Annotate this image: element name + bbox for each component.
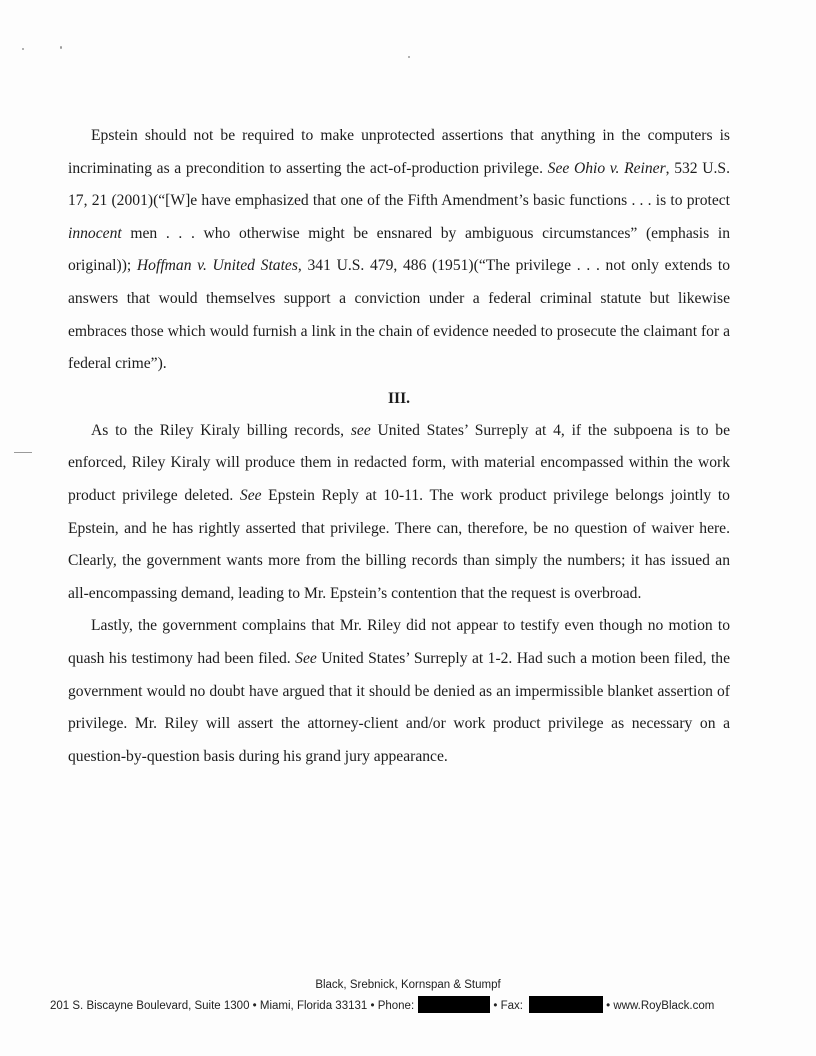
letterhead-footer [0,976,816,1012]
text-run: United States’ Surreply at 1-2. Had such a motion been filed, the government would no doubt have argued that it should be denied as an impermissible blanket assertion of privilege. Mr. Riley will assert the attorney-client and/or work product privilege as necessary on a question-by-question basis during his grand jury appearance. [68,649,731,765]
text-run: Lastly, the government complains that Mr. Riley did not appear to testify even though no motion to quash his testimony had been filed. [68,617,730,667]
text-run: , 532 U.S. 17, 21 (2001)(“[W]e have emphasized that one of the Fifth Amendment’s basic functions . . . is to protect [68,159,730,210]
scan-speck [22,48,24,50]
scan-speck [408,56,410,58]
paragraph-billing-records [68,415,730,611]
paragraph-testimony [68,610,730,773]
separator-dot: • [249,1000,260,1012]
separator-dot: • [367,1000,378,1012]
redacted-fax [529,996,603,1013]
citation-signal: See [547,159,570,177]
text-run: Epstein should not be required to make unprotected assertions that anything in the computers is incriminating as a precondition to asserting the act-of-production privilege. [68,127,730,177]
contact-line [50,996,714,1014]
text-run: , 341 U.S. 479, 486 (1951)(“The privilege . . . not only extends to answers that would themselves support a conviction under a federal criminal statute but likewise embraces those which would furnish a link in the chain of evidence needed to prosecute the claimant for a federal crime”). [68,257,731,373]
citation-signal: See [295,649,317,667]
emphasized-word: innocent [68,224,122,242]
case-citation: Ohio v. Reiner [573,159,666,177]
text-run: As to the Riley Kiraly billing records, [91,421,351,439]
website-link[interactable]: www.RoyBlack.com [613,1000,715,1012]
firm-address: 201 S. Biscayne Boulevard, Suite 1300 [50,1000,250,1012]
fax-label: Fax: [500,1000,523,1012]
firm-name: Black, Srebnick, Kornspan & Stumpf [315,979,501,991]
text-run: men . . . who otherwise might be ensnared by ambiguous circumstances” (emphasis in original)); [68,224,730,275]
scan-speck [60,46,62,49]
redacted-phone [418,996,490,1013]
firm-city: Miami, Florida 33131 [259,1000,368,1012]
scan-speck [14,452,32,453]
separator-dot: • [602,1000,614,1012]
citation-signal: See [239,486,262,504]
text-run: United States’ Surreply at 4, if the subpoena is to be enforced, Riley Kiraly will produce them in redacted form, with material encompassed within the work product privilege deleted. [68,421,730,504]
case-citation: Hoffman v. United States [136,257,298,275]
body-text [68,120,730,773]
phone-label: Phone: [377,1000,415,1012]
text-run: Epstein Reply at 10-11. The work product privilege belongs jointly to Epstein, and he has rightly asserted that privilege. There can, therefore, be no question of waiver here. Clearly, the government wants more from the billing records than simply the numbers; it has issued an all-encompassing demand, leading to Mr. Epstein’s contention that the request is overbroad. [68,486,730,602]
section-heading: III. [387,389,411,407]
citation-signal: see [350,421,371,439]
paragraph-act-of-production [68,120,730,381]
separator-dot: • [490,1000,501,1012]
